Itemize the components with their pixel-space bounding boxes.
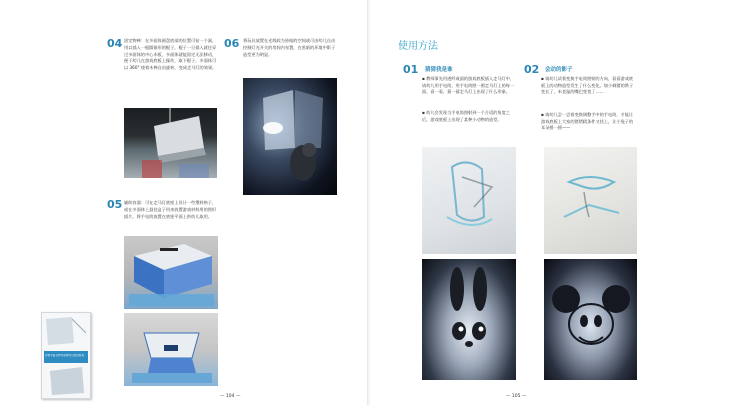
item-05-text: 辅助容器：可在走马灯底座上设计一些塑料格子，或在多面体上悬挂盒子用来放置游戏材料用的图形插片。将手电筒放置在底座平面上供幼儿取用。 (124, 200, 217, 219)
photo-bunny-shadow (422, 259, 516, 380)
right-page-number: — 105 — (506, 394, 527, 399)
section-title: 使用方法 (398, 41, 438, 52)
photo-mouse-shadow (544, 259, 637, 380)
item-06-text: 将玩具放置在光线较为昏暗的空间或可由幼儿自由控制灯光开关的房间内布置，在黑暗的环境中影子造型更为明显。 (243, 38, 336, 57)
photo-hanging-boxes (124, 313, 218, 386)
photo-dark-room (243, 78, 337, 195)
item-01-bullet-2: ▪ 幼儿会发现当手电筒照射到一个合适的角度之后，游戏底板上出现了某种小动物的造型。 (422, 110, 510, 122)
photo-container-base (124, 236, 218, 309)
item-01-number: 01 (403, 63, 419, 76)
item-06-number: 06 (224, 37, 240, 50)
item-01-title: 猜猜我是谁 (425, 67, 453, 73)
item-02-bullet-1-text: 请幼儿试着变换手电筒照射的方向，看看游戏底板上的动物造型发生了什么变化。如小刺猬的鼻子变长了，米老鼠的嘴巴变宽了…… (541, 76, 634, 95)
left-page-number: — 104 — (220, 394, 241, 399)
item-02-title: 会动的影子 (545, 67, 573, 73)
item-01-bullet-2-text: 幼儿会发现当手电筒照射到一个合适的角度之后，游戏底板上出现了某种小动物的造型。 (422, 110, 510, 122)
item-02-number: 02 (524, 63, 540, 76)
photo-rotating-base (124, 108, 217, 178)
item-02-bullet-2-text: 请幼儿尝一尝着变换调整手中的手电筒，才能让游戏底板上大家的猪猪精条件又找上，让小兔子的耳朵摇一摇—— (541, 112, 634, 131)
item-05-number: 05 (107, 198, 123, 211)
item-02-bullet-2: ▪ 请幼儿尝一尝着变换调整手中的手电筒，才能让游戏底板上大家的猪猪精条件又找上，让小兔子的耳朵摇一摇—— (541, 112, 634, 131)
item-01-bullet-1: ▪ 教师事先用透纤或面的游戏底板插入走马灯中，请幼儿用手电筒，用手电筒照一照走马灯上的每一面，看一看，猜一猜走马灯上出现了什么形象。 (422, 76, 515, 95)
item-01-bullet-1-text: 教师事先用透纤或面的游戏底板插入走马灯中，请幼儿用手电筒，用手电筒照一照走马灯上的每一面，看一看，猜一猜走马灯上出现了什么形象。 (422, 76, 515, 95)
photo-shadow-shapes (422, 147, 516, 254)
item-04-number: 04 (107, 37, 123, 50)
item-04-text: 固定物棒：在多面体画盘底部的位置可钻一个洞，用以插入一根圆锥形的棍子，棍子一旦插入就住穿过多面体的中心木板，多面体就能固定无法移动，便于幼儿在游戏底板上操作，取下棍子，多面体可以 360° 绕着木棒自由旋转，变成走马灯的效果。 (124, 38, 217, 71)
book-cover-title: 资源丰富且材料易得幼儿园玩教具 (45, 354, 84, 357)
item-02-bullet-1: ▪ 请幼儿试着变换手电筒照射的方向，看看游戏底板上的动物造型发生了什么变化。如小刺猬的鼻子变长了，米老鼠的嘴巴变宽了…… (541, 76, 634, 95)
book-cover-thumbnail (41, 312, 91, 399)
photo-moving-shadow (544, 147, 637, 254)
